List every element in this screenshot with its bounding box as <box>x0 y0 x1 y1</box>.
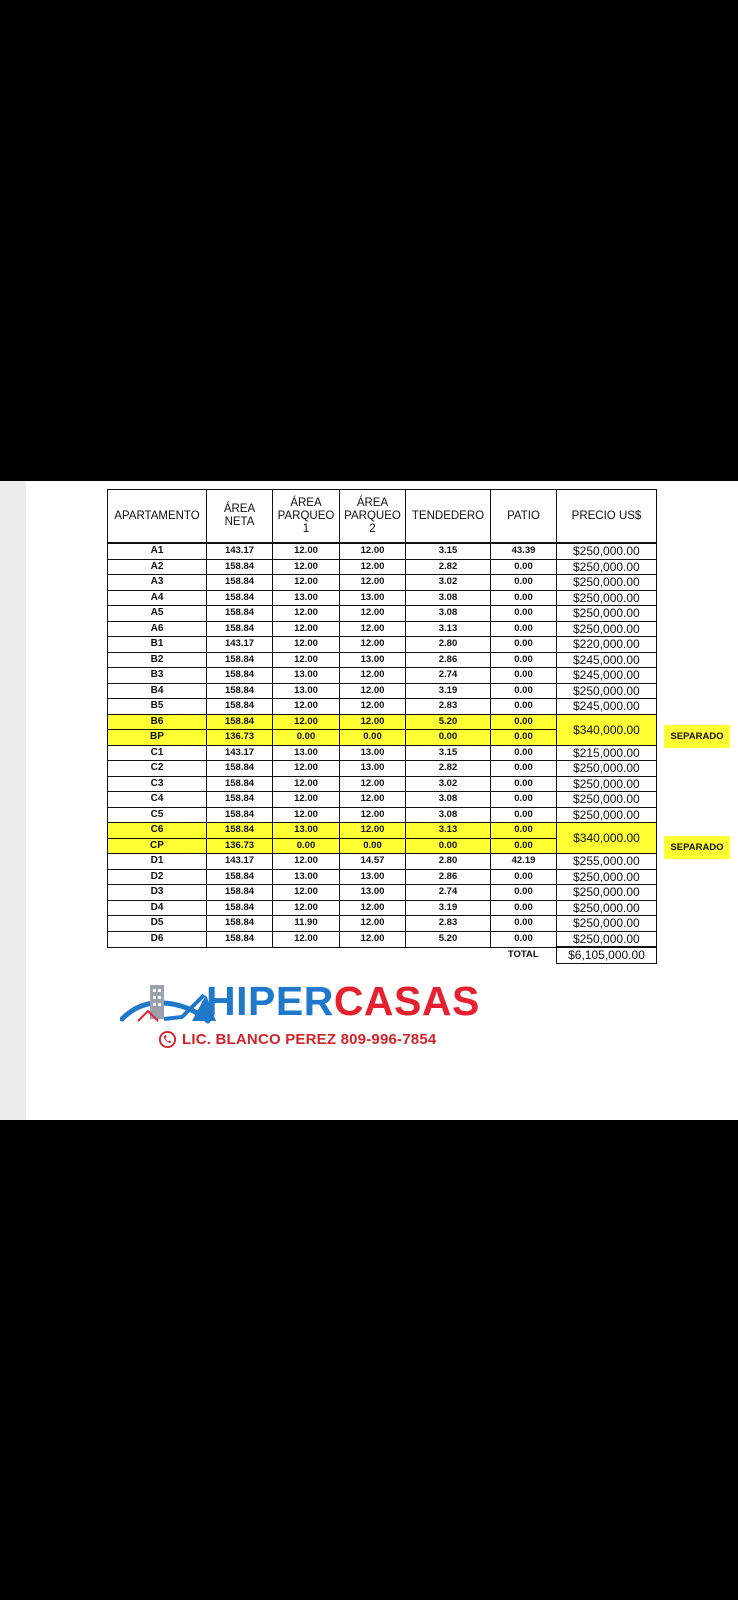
cell-parqueo-1: 12.00 <box>273 699 340 715</box>
cell-area-neta: 158.84 <box>207 792 273 808</box>
cell-apartamento: B2 <box>108 652 207 668</box>
left-margin <box>0 481 26 1120</box>
cell-precio: $220,000.00 <box>557 637 657 653</box>
cell-patio: 0.00 <box>491 776 557 792</box>
cell-parqueo-2: 0.00 <box>340 838 406 854</box>
header-area-neta: ÁREA NETA <box>207 490 273 544</box>
cell-patio: 0.00 <box>491 575 557 591</box>
cell-parqueo-2: 12.00 <box>340 559 406 575</box>
cell-parqueo-2: 12.00 <box>340 823 406 839</box>
cell-parqueo-2: 12.00 <box>340 637 406 653</box>
contact-line <box>158 1030 436 1049</box>
cell-precio: $250,000.00 <box>557 575 657 591</box>
table-row <box>108 668 657 684</box>
cell-apartamento: C6 <box>108 823 207 839</box>
cell-area-neta: 158.84 <box>207 900 273 916</box>
cell-parqueo-2: 14.57 <box>340 854 406 870</box>
cell-patio: 0.00 <box>491 838 557 854</box>
cell-apartamento: BP <box>108 730 207 746</box>
cell-patio: 42.19 <box>491 854 557 870</box>
cell-area-neta: 158.84 <box>207 823 273 839</box>
cell-parqueo-2: 12.00 <box>340 683 406 699</box>
cell-patio: 0.00 <box>491 869 557 885</box>
cell-parqueo-1: 12.00 <box>273 900 340 916</box>
cell-area-neta: 158.84 <box>207 931 273 947</box>
cell-area-neta: 158.84 <box>207 621 273 637</box>
cell-area-neta: 158.84 <box>207 652 273 668</box>
table-row <box>108 575 657 591</box>
cell-precio: $250,000.00 <box>557 869 657 885</box>
cell-tendedero: 3.13 <box>406 823 491 839</box>
cell-area-neta: 158.84 <box>207 916 273 932</box>
brand-part-1: HIPER <box>206 978 334 1024</box>
cell-patio: 43.39 <box>491 543 557 559</box>
cell-parqueo-1: 12.00 <box>273 575 340 591</box>
cell-apartamento: C4 <box>108 792 207 808</box>
brand-name <box>206 977 480 1025</box>
cell-area-neta: 158.84 <box>207 559 273 575</box>
cell-parqueo-2: 12.00 <box>340 776 406 792</box>
cell-precio: $215,000.00 <box>557 745 657 761</box>
total-label: TOTAL <box>507 949 539 961</box>
cell-tendedero: 3.02 <box>406 776 491 792</box>
cell-tendedero: 3.08 <box>406 590 491 606</box>
separado-tag: SEPARADO <box>664 725 730 748</box>
cell-parqueo-1: 12.00 <box>273 807 340 823</box>
cell-parqueo-2: 13.00 <box>340 652 406 668</box>
cell-precio: $245,000.00 <box>557 699 657 715</box>
cell-patio: 0.00 <box>491 559 557 575</box>
cell-tendedero: 2.80 <box>406 854 491 870</box>
cell-tendedero: 3.02 <box>406 575 491 591</box>
table-row <box>108 854 657 870</box>
cell-tendedero: 2.74 <box>406 668 491 684</box>
cell-tendedero: 3.08 <box>406 606 491 622</box>
cell-parqueo-1: 13.00 <box>273 745 340 761</box>
cell-patio: 0.00 <box>491 931 557 947</box>
cell-area-neta: 143.17 <box>207 854 273 870</box>
cell-area-neta: 158.84 <box>207 869 273 885</box>
cell-patio: 0.00 <box>491 590 557 606</box>
brand-part-2: CASAS <box>333 978 480 1024</box>
cell-apartamento: A1 <box>108 543 207 559</box>
cell-apartamento: C1 <box>108 745 207 761</box>
total-spacer <box>108 947 491 963</box>
cell-parqueo-2: 12.00 <box>340 543 406 559</box>
cell-parqueo-2: 12.00 <box>340 807 406 823</box>
cell-parqueo-1: 0.00 <box>273 730 340 746</box>
cell-area-neta: 136.73 <box>207 838 273 854</box>
cell-parqueo-1: 13.00 <box>273 823 340 839</box>
table-row <box>108 714 657 730</box>
cell-parqueo-2: 12.00 <box>340 931 406 947</box>
table-row <box>108 559 657 575</box>
cell-parqueo-2: 12.00 <box>340 621 406 637</box>
cell-apartamento: D2 <box>108 869 207 885</box>
cell-patio: 0.00 <box>491 652 557 668</box>
cell-parqueo-1: 13.00 <box>273 590 340 606</box>
cell-patio: 0.00 <box>491 916 557 932</box>
header-area-parqueo-1: ÁREA PARQUEO 1 <box>273 490 340 544</box>
cell-tendedero: 2.86 <box>406 652 491 668</box>
cell-tendedero: 2.80 <box>406 637 491 653</box>
table-body <box>108 543 657 947</box>
cell-parqueo-2: 12.00 <box>340 606 406 622</box>
price-table <box>107 489 657 964</box>
cell-precio: $255,000.00 <box>557 854 657 870</box>
table-row <box>108 699 657 715</box>
document-sheet <box>0 481 738 1120</box>
total-row <box>108 947 657 963</box>
table-row <box>108 590 657 606</box>
cell-parqueo-1: 12.00 <box>273 652 340 668</box>
cell-patio: 0.00 <box>491 621 557 637</box>
cell-apartamento: D6 <box>108 931 207 947</box>
cell-precio: $250,000.00 <box>557 916 657 932</box>
cell-apartamento: B6 <box>108 714 207 730</box>
cell-parqueo-1: 12.00 <box>273 637 340 653</box>
table-row <box>108 652 657 668</box>
cell-parqueo-2: 13.00 <box>340 885 406 901</box>
cell-apartamento: A5 <box>108 606 207 622</box>
cell-tendedero: 2.83 <box>406 699 491 715</box>
table-row <box>108 869 657 885</box>
cell-precio: $340,000.00 <box>557 714 657 745</box>
table-row <box>108 885 657 901</box>
cell-patio: 0.00 <box>491 668 557 684</box>
cell-apartamento: D5 <box>108 916 207 932</box>
cell-parqueo-1: 12.00 <box>273 885 340 901</box>
cell-precio: $250,000.00 <box>557 885 657 901</box>
cell-parqueo-2: 13.00 <box>340 745 406 761</box>
cell-area-neta: 158.84 <box>207 575 273 591</box>
cell-patio: 0.00 <box>491 761 557 777</box>
cell-tendedero: 2.82 <box>406 761 491 777</box>
cell-apartamento: C5 <box>108 807 207 823</box>
cell-parqueo-1: 12.00 <box>273 606 340 622</box>
header-patio: PATIO <box>491 490 557 544</box>
table-row <box>108 776 657 792</box>
table-row <box>108 745 657 761</box>
cell-tendedero: 2.74 <box>406 885 491 901</box>
cell-parqueo-1: 11.90 <box>273 916 340 932</box>
cell-patio: 0.00 <box>491 714 557 730</box>
cell-area-neta: 143.17 <box>207 745 273 761</box>
table-row <box>108 683 657 699</box>
cell-parqueo-2: 0.00 <box>340 730 406 746</box>
table-row <box>108 543 657 559</box>
table-row <box>108 637 657 653</box>
cell-apartamento: A3 <box>108 575 207 591</box>
table-row <box>108 761 657 777</box>
cell-precio: $250,000.00 <box>557 807 657 823</box>
table-row <box>108 931 657 947</box>
cell-tendedero: 5.20 <box>406 714 491 730</box>
header-row <box>108 490 657 544</box>
cell-apartamento: B4 <box>108 683 207 699</box>
header-tendedero: TENDEDERO <box>406 490 491 544</box>
cell-precio: $250,000.00 <box>557 792 657 808</box>
cell-tendedero: 2.83 <box>406 916 491 932</box>
cell-area-neta: 158.84 <box>207 683 273 699</box>
cell-apartamento: D4 <box>108 900 207 916</box>
cell-patio: 0.00 <box>491 606 557 622</box>
contact-text: LIC. BLANCO PEREZ 809-996-7854 <box>182 1031 437 1048</box>
cell-area-neta: 158.84 <box>207 761 273 777</box>
cell-area-neta: 143.17 <box>207 543 273 559</box>
cell-patio: 0.00 <box>491 900 557 916</box>
cell-area-neta: 158.84 <box>207 714 273 730</box>
cell-precio: $245,000.00 <box>557 652 657 668</box>
table-row <box>108 621 657 637</box>
cell-parqueo-1: 12.00 <box>273 854 340 870</box>
cell-tendedero: 3.15 <box>406 745 491 761</box>
cell-apartamento: B5 <box>108 699 207 715</box>
cell-tendedero: 5.20 <box>406 931 491 947</box>
cell-parqueo-2: 13.00 <box>340 590 406 606</box>
header-area-parqueo-2: ÁREA PARQUEO 2 <box>340 490 406 544</box>
table-row <box>108 823 657 839</box>
cell-parqueo-2: 12.00 <box>340 900 406 916</box>
cell-parqueo-1: 12.00 <box>273 621 340 637</box>
separado-tag: SEPARADO <box>664 836 730 859</box>
cell-apartamento: D1 <box>108 854 207 870</box>
cell-apartamento: C2 <box>108 761 207 777</box>
cell-precio: $340,000.00 <box>557 823 657 854</box>
cell-precio: $250,000.00 <box>557 761 657 777</box>
cell-patio: 0.00 <box>491 699 557 715</box>
cell-apartamento: B1 <box>108 637 207 653</box>
cell-precio: $250,000.00 <box>557 543 657 559</box>
cell-parqueo-1: 12.00 <box>273 776 340 792</box>
cell-tendedero: 3.08 <box>406 807 491 823</box>
cell-parqueo-1: 12.00 <box>273 761 340 777</box>
total-value: $6,105,000.00 <box>557 947 657 963</box>
cell-parqueo-1: 12.00 <box>273 543 340 559</box>
cell-precio: $245,000.00 <box>557 668 657 684</box>
cell-parqueo-1: 13.00 <box>273 668 340 684</box>
cell-apartamento: C3 <box>108 776 207 792</box>
table-row <box>108 900 657 916</box>
cell-area-neta: 158.84 <box>207 590 273 606</box>
cell-parqueo-2: 12.00 <box>340 792 406 808</box>
cell-precio: $250,000.00 <box>557 931 657 947</box>
cell-parqueo-2: 12.00 <box>340 575 406 591</box>
cell-patio: 0.00 <box>491 745 557 761</box>
cell-parqueo-2: 13.00 <box>340 761 406 777</box>
cell-apartamento: D3 <box>108 885 207 901</box>
cell-area-neta: 158.84 <box>207 776 273 792</box>
cell-tendedero: 2.82 <box>406 559 491 575</box>
cell-patio: 0.00 <box>491 823 557 839</box>
cell-area-neta: 158.84 <box>207 885 273 901</box>
cell-parqueo-1: 13.00 <box>273 683 340 699</box>
cell-precio: $250,000.00 <box>557 590 657 606</box>
cell-tendedero: 3.08 <box>406 792 491 808</box>
cell-precio: $250,000.00 <box>557 559 657 575</box>
cell-parqueo-1: 12.00 <box>273 931 340 947</box>
cell-tendedero: 3.15 <box>406 543 491 559</box>
cell-tendedero: 3.19 <box>406 900 491 916</box>
cell-parqueo-1: 12.00 <box>273 792 340 808</box>
cell-patio: 0.00 <box>491 807 557 823</box>
cell-patio: 0.00 <box>491 683 557 699</box>
cell-area-neta: 136.73 <box>207 730 273 746</box>
cell-patio: 0.00 <box>491 637 557 653</box>
cell-area-neta: 158.84 <box>207 807 273 823</box>
cell-area-neta: 158.84 <box>207 668 273 684</box>
table-row <box>108 916 657 932</box>
cell-precio: $250,000.00 <box>557 900 657 916</box>
cell-parqueo-2: 12.00 <box>340 668 406 684</box>
cell-apartamento: CP <box>108 838 207 854</box>
cell-precio: $250,000.00 <box>557 683 657 699</box>
cell-area-neta: 158.84 <box>207 699 273 715</box>
cell-parqueo-1: 13.00 <box>273 869 340 885</box>
cell-parqueo-2: 12.00 <box>340 699 406 715</box>
cell-apartamento: A4 <box>108 590 207 606</box>
cell-apartamento: A2 <box>108 559 207 575</box>
table-row <box>108 606 657 622</box>
header-precio: PRECIO US$ <box>557 490 657 544</box>
cell-parqueo-2: 12.00 <box>340 916 406 932</box>
cell-apartamento: B3 <box>108 668 207 684</box>
table-row <box>108 807 657 823</box>
cell-precio: $250,000.00 <box>557 606 657 622</box>
cell-precio: $250,000.00 <box>557 776 657 792</box>
table-row <box>108 792 657 808</box>
cell-tendedero: 0.00 <box>406 838 491 854</box>
cell-tendedero: 2.86 <box>406 869 491 885</box>
cell-area-neta: 158.84 <box>207 606 273 622</box>
cell-parqueo-1: 12.00 <box>273 559 340 575</box>
whatsapp-icon <box>158 1030 177 1049</box>
cell-parqueo-1: 12.00 <box>273 714 340 730</box>
cell-precio: $250,000.00 <box>557 621 657 637</box>
cell-parqueo-2: 13.00 <box>340 869 406 885</box>
cell-patio: 0.00 <box>491 730 557 746</box>
header-apartamento: APARTAMENTO <box>108 490 207 544</box>
cell-tendedero: 3.19 <box>406 683 491 699</box>
cell-patio: 0.00 <box>491 792 557 808</box>
cell-area-neta: 143.17 <box>207 637 273 653</box>
cell-tendedero: 3.13 <box>406 621 491 637</box>
cell-patio: 0.00 <box>491 885 557 901</box>
cell-parqueo-2: 12.00 <box>340 714 406 730</box>
cell-tendedero: 0.00 <box>406 730 491 746</box>
cell-apartamento: A6 <box>108 621 207 637</box>
cell-parqueo-1: 0.00 <box>273 838 340 854</box>
